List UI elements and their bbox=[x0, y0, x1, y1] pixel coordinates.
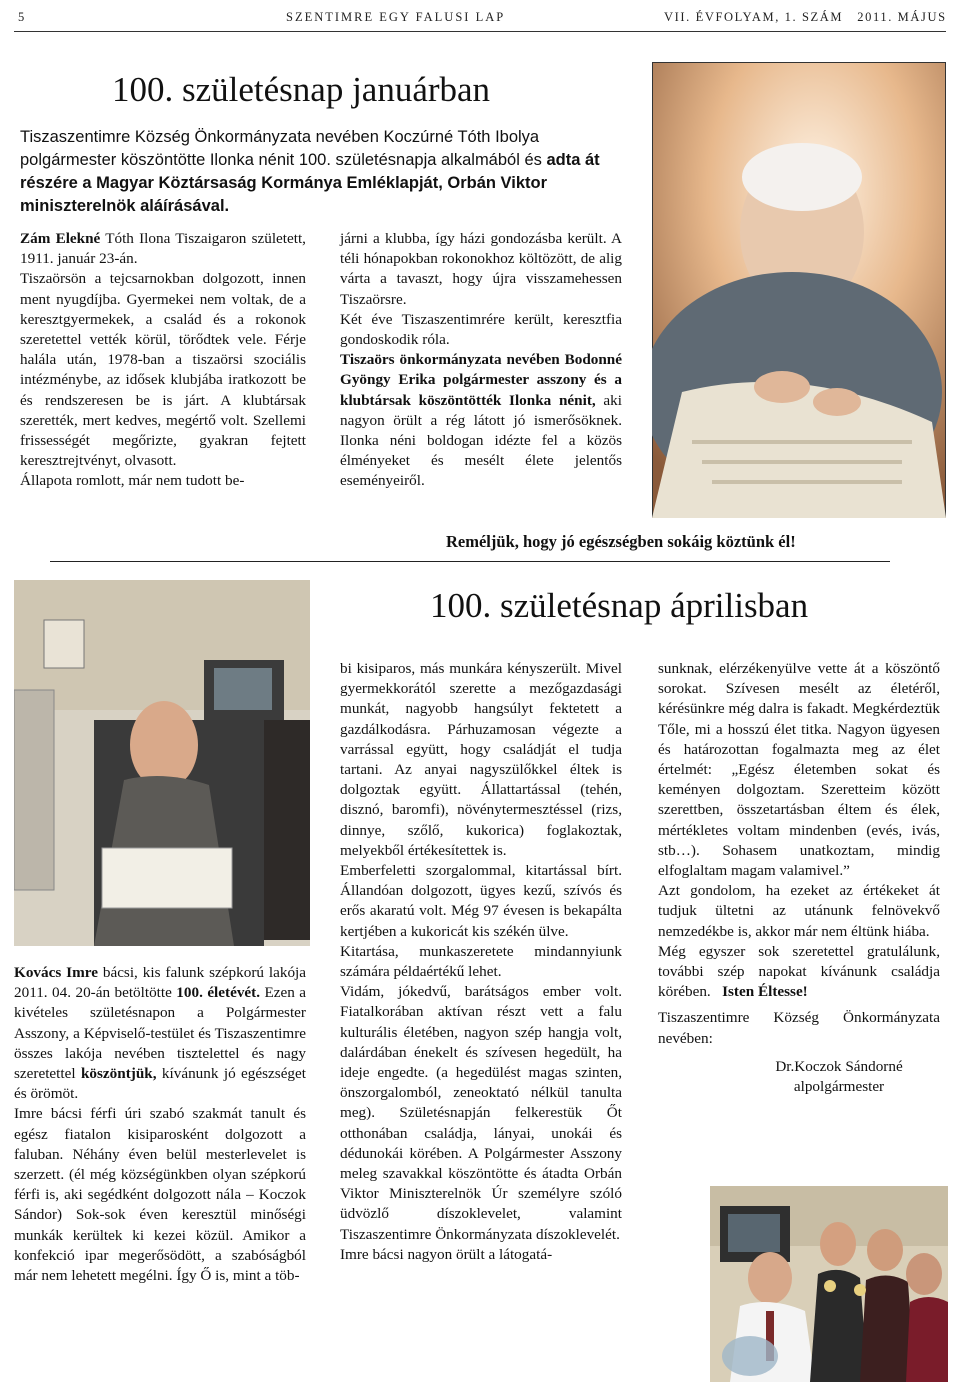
text: bácsi, kis falunk szépkorú lakója 2011. 04. 20-án betöltötte bbox=[14, 964, 306, 1002]
article1-closing: Reméljük, hogy jó egészségben sokáig köztünk él! bbox=[446, 532, 796, 551]
article2-col2-para2: Emberfeletti szorgalommal, kitartással bírt. Állandóan dolgozott, ügyes kezű, szívós és erős akaratú volt. Még 97 évesen is bekapálta kertjében a kukoricát kis székén ülve. bbox=[340, 862, 622, 940]
bold-text: köszöntjük, bbox=[80, 1065, 157, 1083]
article2-col3-para3 bbox=[658, 942, 940, 1003]
article2-col2-para4: Vidám, jókedvű, barátságos ember volt. Fiatalkorában aktívan részt vett a falu kulturális életében, nagyon szép hangja volt, dalárdában énekelt és szívesen hegedült, ha ideje engedte. (a hegedülést magas szinten, önszorgalomból, zeneoktató nélkül tanulta meg). Születésnapján felkerestük Őt otthonában családja, lányai, unokái és dédunokái körében. A Polgármester Asszony meleg szavakkal köszöntötte és átadta Orbán Viktor Miniszterelnök Úr személyre szóló üdvözlő díszoklevelet, valamint Tiszaszentimre Önkormányzata díszoklevelét. bbox=[340, 983, 622, 1243]
subject-name: Zám Elekné bbox=[20, 230, 101, 247]
text: Még egyszer sok szeretettel gratulálunk, további szép napokat kívánunk családja körében. bbox=[658, 942, 940, 1001]
article1-col2-para3 bbox=[340, 350, 622, 491]
article1-col2-para2: Két éve Tiszaszentimrére került, keresztfia gondoskodik róla. bbox=[340, 310, 622, 349]
article1-col1-para3: Állapota romlott, már nem tudott be- bbox=[20, 472, 245, 490]
header-rule bbox=[14, 31, 946, 32]
photo-elderly-man bbox=[14, 580, 310, 946]
bold-text: Isten Éltesse! bbox=[722, 983, 808, 1001]
article2-col2-para1: bi kisiparos, más munkára kényszerült. Mivel gyermekkorától szerette a mezőgazdasági munkát, nagyobb hangsúlyt fektetett a gazdálkodásra. Párhuzamosan végezte a varrással együtt, hogy családját el tudja tartani. Az anyai nagyszülőkkel éltek is dolgoztak együtt. Állattartással (tehén, disznó, baromfi), növénytermesztéssel (rizs, dinnye, szőlő, kukorica) foglakoztak, melyekből értékesítettek is. bbox=[340, 660, 622, 859]
article2-col3-para2: Azt gondolom, ha ezeket az értékeket át tudjuk ültetni az utánunk felnövekvő nemzedékbe is, akkor már nem éltünk hiába. bbox=[658, 882, 940, 940]
text: Tóth Ilona Tiszaigaron született, 1911. január 23-án. bbox=[20, 230, 306, 268]
photo-elderly-woman-image bbox=[652, 62, 946, 518]
article2-col3-para1: sunknak, elérzékenyülve vette át a köszöntő sorokat. Szívesen mesélt az életéről, kérésünkre még dalra is fakadt. Megkérdeztük Tőle, mi a hosszú élet titka. Nagyon ügyesen és határozottan fogalmazta meg az élet értelmét: „Egész életemben sokat és keményen dolgoztam. Szeretteim között szerettben, összetartásban éltem és élek, mértékletes voltam mindenben (evés, ivás, stb…). Sohasem unatkoztam, mindig elfoglaltam magam valamivel.” bbox=[658, 660, 940, 880]
signature-block bbox=[738, 1057, 940, 1097]
article2-col2-para3: Kitartása, munkaszeretete mindannyiunk számára példaértékű lehet. bbox=[340, 942, 622, 981]
signature-name: Dr.Koczok Sándorné bbox=[775, 1057, 903, 1075]
article2-col1-para2: Imre bácsi férfi úri szabó szakmát tanult és egész fiatalon kisiparosként dolgozott a faluban. Néhány éven belül mesterlevelet is szerzett. (él még községünkben olyan szépkorú férfi is, aki segédként dolgozott nála – Koczok Sándor) Sok-sok éven keresztül minőségi munkák kerültek ki kezei közül. Amikor a konfekció ipar megerősödött, a szabóságból már nem lehetett megélni. Így Ő is, mint a töb- bbox=[14, 1105, 306, 1285]
article1-headline: 100. születésnap januárban bbox=[112, 70, 491, 109]
text: Ezen a kivételes születésnapon a Polgármester Asszony, a Képviselő-testület és Tiszaszentimre összes lakója nevében tisztelettel és nagy szeretettel bbox=[14, 984, 306, 1083]
article2-column2 bbox=[340, 659, 622, 1265]
article2-column3 bbox=[658, 659, 940, 1097]
photo-celebration bbox=[710, 1186, 948, 1382]
text: kívánunk jó egészséget és örömöt. bbox=[14, 1065, 306, 1103]
page-number: 5 bbox=[18, 10, 25, 24]
article2-headline: 100. születésnap áprilisban bbox=[430, 586, 809, 625]
article1-col1-para2: Tiszaörsön a tejcsarnokban dolgozott, innen ment nyugdíjba. Gyermekei nem voltak, de a keresztgyermekek, a család és a rokonok szeretettel vették körül, törődtek vele. Férje halála után, 1978-ban a tiszaörsi szociális intézménybe, az idősek klubjába iratkozott be és rendszeresen be is járt. A klubtársak szerették, mert kedves, megértő volt. Szellemi frissességét megőrizte, gyakran fejtett keresztrejtvényt, olvasott. bbox=[20, 270, 306, 470]
article-separator bbox=[50, 561, 890, 562]
photo-elderly-man-image bbox=[14, 580, 310, 946]
subject-name: Kovács Imre bbox=[14, 964, 98, 981]
intro-text: Tiszaszentimre Község Önkormányzata nevében Koczúrné Tóth Ibolya polgármester köszöntötte Ilonka nénit 100. születésnapja alkalmából és bbox=[20, 128, 542, 169]
article2-col2-para5: Imre bácsi nagyon örült a látogatá- bbox=[340, 1245, 553, 1263]
bold-text: Tiszaörs önkormányzata nevében Bodonné Gyöngy Erika polgármester asszony és a klubtársak köszöntötték Ilonka nénit, bbox=[340, 351, 622, 409]
photo-celebration-image bbox=[710, 1186, 948, 1382]
article2-col1-para1 bbox=[14, 963, 306, 1104]
article2-col3-para4: Tiszaszentimre Község Önkormányzata nevében: bbox=[658, 1009, 940, 1047]
signature-title: alpolgármester bbox=[793, 1078, 885, 1096]
issue-info: VII. ÉVFOLYAM, 1. SZÁM 2011. MÁJUS bbox=[664, 10, 947, 24]
intro-bold-text: adta át részére a Magyar Köztársaság Kormánya Emléklapját, Orbán Viktor miniszterelnök aláírásával. bbox=[20, 151, 600, 215]
text: aki nagyon örült a rég látott jó ismerősöknek. Ilonka néni boldogan idézte fel a közös élményeket és mesélt élete jelentős eseményeiről. bbox=[340, 391, 622, 490]
article1-column2 bbox=[340, 229, 622, 492]
article1-col2-para1: járni a klubba, így házi gondozásba került. A téli hónapokban rokonokhoz költözött, de alig várta a tavaszt, hogy újra visszamehessen Tiszaörsre. bbox=[340, 230, 622, 308]
photo-elderly-woman bbox=[652, 62, 946, 518]
article1-column1 bbox=[20, 229, 306, 492]
article1-intro bbox=[20, 126, 622, 218]
article2-column1 bbox=[14, 963, 306, 1286]
bold-text: 100. életévét. bbox=[176, 984, 261, 1002]
publication-name: SZENTIMRE EGY FALUSI LAP bbox=[286, 10, 506, 24]
article1-col1-para1 bbox=[20, 229, 306, 269]
